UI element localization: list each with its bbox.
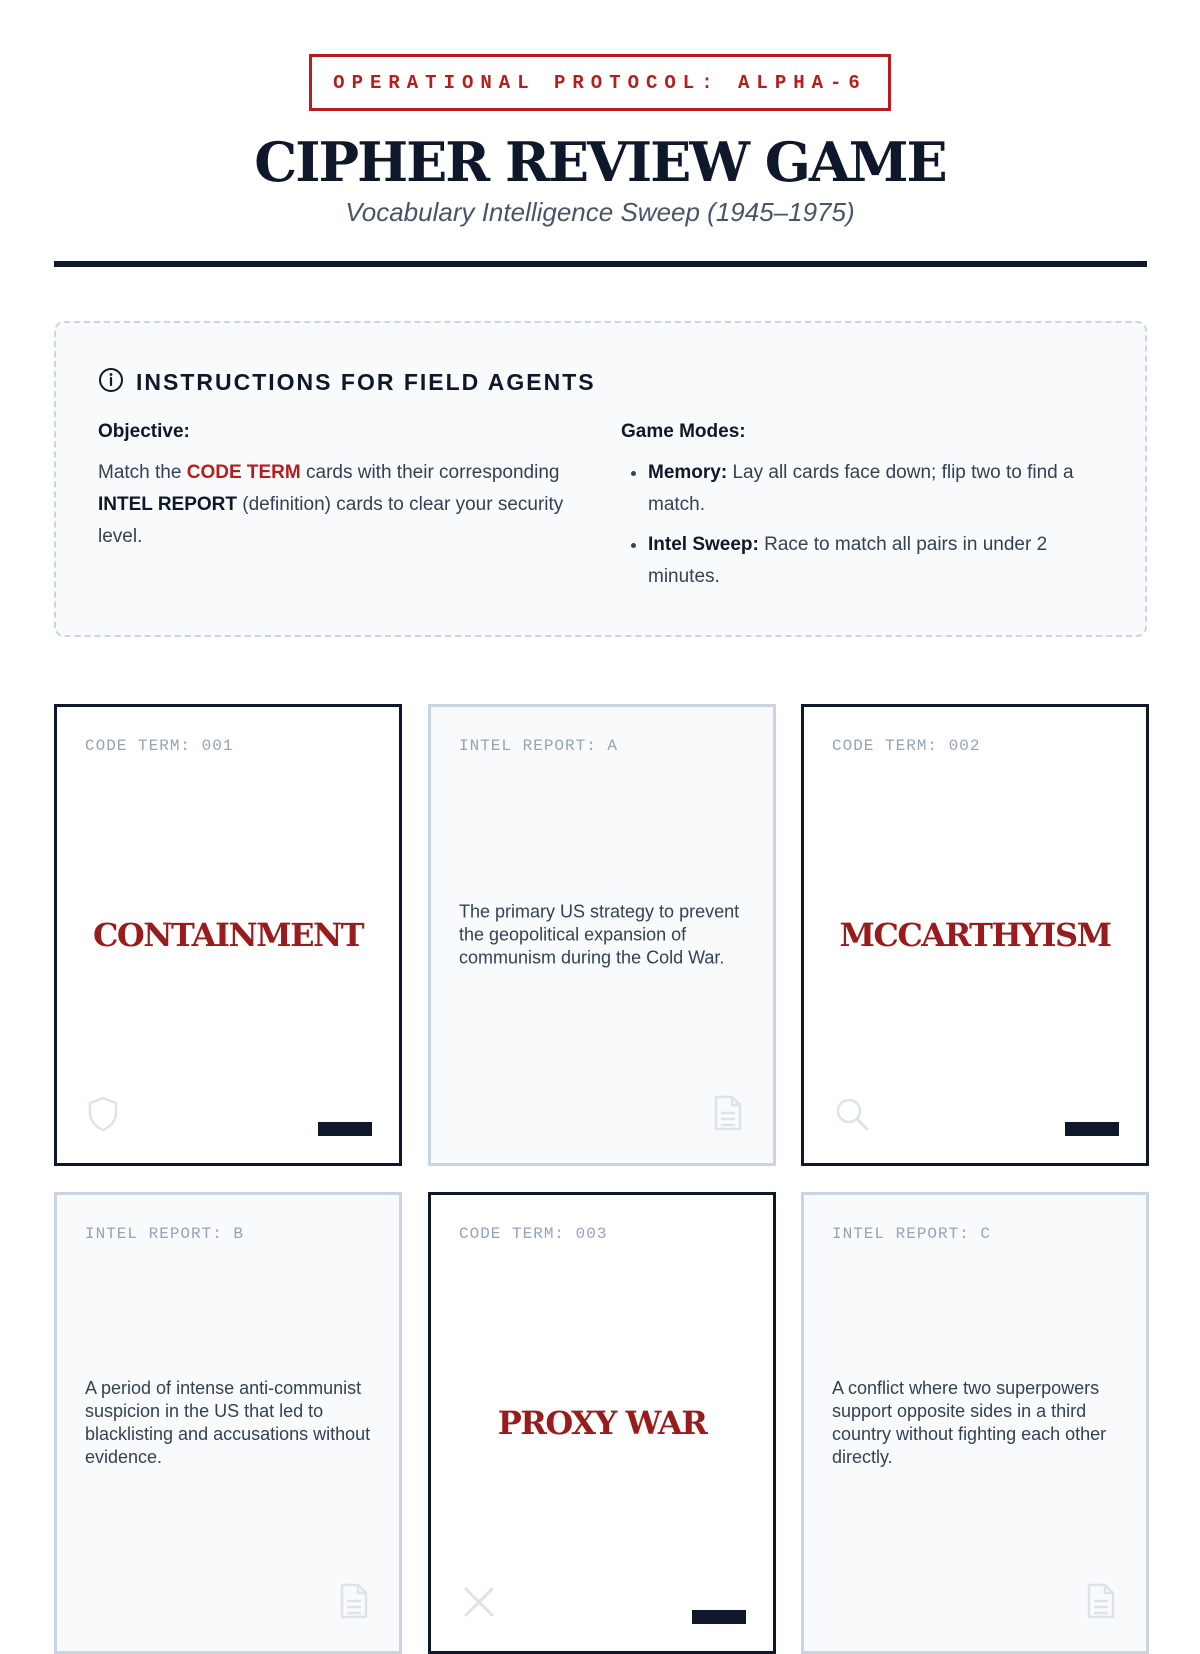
game-modes-section: [621, 421, 1111, 601]
card-label: CODE TERM: 003: [459, 1225, 608, 1243]
page-title: CIPHER REVIEW GAME: [254, 130, 946, 194]
card-definition: A conflict where two superpowers support opposite sides in a third country without fighting each other directly.: [832, 1378, 1107, 1467]
card-code-term-002[interactable]: [801, 704, 1149, 1166]
code-term-highlight: CODE TERM: [186, 462, 301, 483]
shield-icon: [87, 1096, 119, 1137]
document-icon: [713, 1094, 743, 1137]
card-intel-report-c[interactable]: [801, 1192, 1149, 1654]
redaction-bar: [692, 1610, 746, 1624]
document-icon: [1086, 1582, 1116, 1625]
card-definition: A period of intense anti-communist suspicion in the US that led to blacklisting and accusations without evidence.: [85, 1378, 371, 1467]
card-term-word: PROXY WAR: [497, 1404, 707, 1442]
objective-text: Match the CODE TERM cards with their corresponding INTEL REPORT (definition) cards to clear your security level.: [98, 462, 564, 547]
card-definition: The primary US strategy to prevent the geopolitical expansion of communism during the Cold War.: [459, 901, 740, 968]
card-code-term-001[interactable]: [54, 704, 402, 1166]
document-icon: [339, 1582, 369, 1625]
redaction-bar: [318, 1122, 372, 1136]
protocol-badge: [309, 54, 891, 111]
info-icon: [98, 367, 124, 398]
card-intel-report-a[interactable]: [428, 704, 776, 1166]
card-intel-report-b[interactable]: [54, 1192, 402, 1654]
search-icon: [834, 1096, 870, 1137]
card-label: CODE TERM: 001: [85, 737, 234, 755]
objective-label: Objective:: [98, 421, 190, 442]
instructions-heading: [98, 367, 596, 398]
crossed-swords-icon: [461, 1584, 497, 1625]
intel-report-highlight: INTEL REPORT: [98, 494, 237, 515]
card-code-term-003[interactable]: [428, 1192, 776, 1654]
card-label: INTEL REPORT: C: [832, 1225, 992, 1243]
redaction-bar: [1065, 1122, 1119, 1136]
objective-section: [98, 421, 578, 553]
protocol-text: OPERATIONAL PROTOCOL: ALPHA-6: [333, 71, 867, 94]
game-modes-list: [621, 457, 1111, 593]
card-term-word: CONTAINMENT: [92, 916, 364, 954]
header-divider: [54, 261, 1147, 267]
page-subtitle: Vocabulary Intelligence Sweep (1945–1975): [345, 197, 855, 227]
card-label: CODE TERM: 002: [832, 737, 981, 755]
instructions-title: INSTRUCTIONS FOR FIELD AGENTS: [136, 369, 596, 395]
card-label: INTEL REPORT: B: [85, 1225, 245, 1243]
game-modes-label: Game Modes:: [621, 421, 746, 442]
list-item: • Memory: Lay all cards face down; flip two to find a match.: [648, 457, 1111, 521]
instructions-panel: [54, 321, 1147, 637]
card-label: INTEL REPORT: A: [459, 737, 619, 755]
card-term-word: MCCARTHYISM: [839, 916, 1111, 954]
list-item: • Intel Sweep: Race to match all pairs in under 2 minutes.: [648, 529, 1111, 593]
